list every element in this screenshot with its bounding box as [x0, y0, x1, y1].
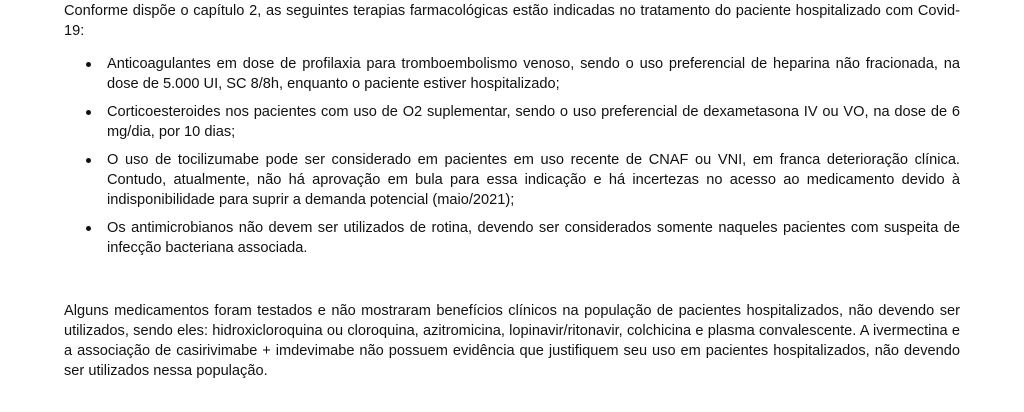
intro-paragraph: Conforme dispõe o capítulo 2, as seguintes terapias farmacológicas estão indicadas no tratamento do paciente hospitalizado com Covid-19:: [64, 3, 960, 39]
list-item-text: Corticoesteroides nos pacientes com uso de O2 suplementar, sendo o uso preferencial de dexametasona IV ou VO, na dose de 6 mg/dia, por 10 dias;: [107, 104, 960, 140]
therapy-list: [64, 54, 960, 258]
list-item: [64, 54, 960, 94]
list-item: [64, 150, 960, 210]
bullet-icon: [86, 110, 91, 115]
list-item-text: O uso de tocilizumabe pode ser considerado em pacientes em uso recente de CNAF ou VNI, em franca deterioração clínica. Contudo, atualmente, não há aprovação em bula para essa indicação e há incertezas no acesso ao medicamento devido à indisponibilidade para suprir a demanda potencial (maio/2021);: [107, 152, 960, 208]
bullet-icon: [86, 158, 91, 163]
list-item-text: Os antimicrobianos não devem ser utilizados de rotina, devendo ser considerados somente naqueles pacientes com suspeita de infecção bacteriana associada.: [107, 220, 960, 256]
closing-paragraph: Alguns medicamentos foram testados e não mostraram benefícios clínicos na população de pacientes hospitalizados, não devendo ser utilizados, sendo eles: hidroxicloroquina ou cloroquina, azitromicina, lopinavir/ritonavir, colchicina e plasma convalescente. A ivermectina e a associação de casirivimabe + imdevimabe não possuem evidência que justifiquem seu uso em pacientes hospitalizados, não devendo ser utilizados nessa população.: [64, 303, 960, 379]
list-item-text: Anticoagulantes em dose de profilaxia para tromboembolismo venoso, sendo o uso preferencial de heparina não fracionada, na dose de 5.000 UI, SC 8/8h, enquanto o paciente estiver hospitalizado;: [107, 56, 960, 92]
list-item: [64, 218, 960, 258]
list-item: [64, 102, 960, 142]
bullet-icon: [86, 62, 91, 67]
document-page: [64, 1, 960, 381]
bullet-icon: [86, 226, 91, 231]
